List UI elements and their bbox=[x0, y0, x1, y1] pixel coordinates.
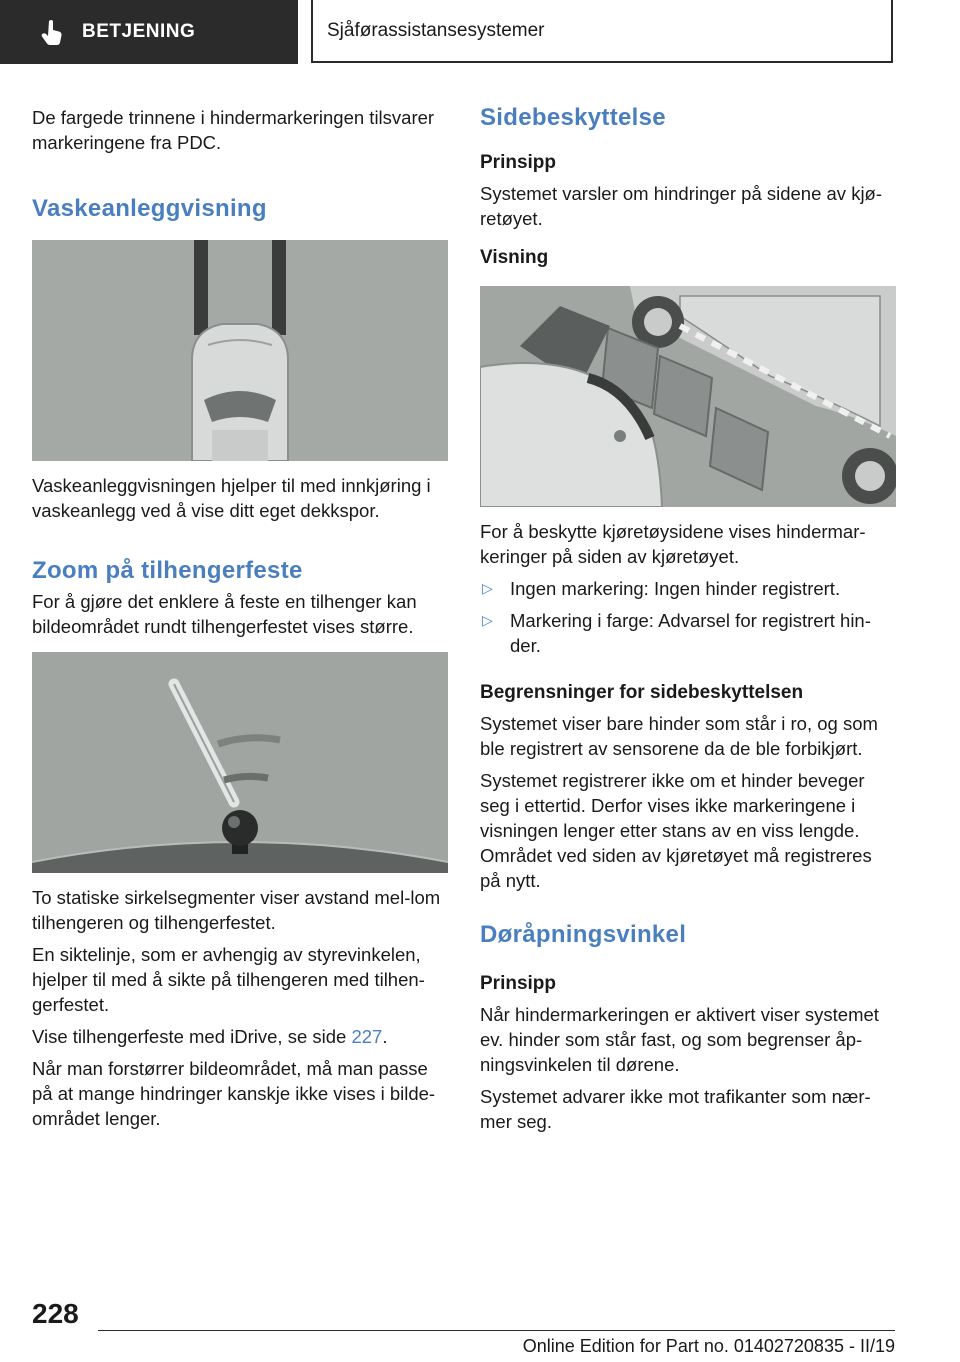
circle-segments-paragraph: To statiske sirkelsegmenter viser avstand mel-lom tilhengeren og tilhengerfestet. bbox=[32, 887, 441, 933]
idrive-text: Vise tilhengerfeste med iDrive, se side bbox=[32, 1026, 352, 1047]
principle-paragraph: Systemet varsler om hindringer på sidene av kjø-retøyet. bbox=[480, 183, 883, 229]
page-link[interactable]: 227 bbox=[351, 1026, 383, 1047]
heading-door-angle: Døråpningsvinkel bbox=[480, 921, 687, 948]
section-header bbox=[311, 0, 893, 63]
zoom-paragraph: For å gjøre det enklere å feste en tilhenger kan bildeområdet rundt tilhengerfestet vises større. bbox=[32, 591, 417, 637]
idrive-suffix: . bbox=[382, 1026, 388, 1047]
zoom-warning-paragraph: Når man forstørrer bildeområdet, må man passe på at mange hindringer kanskje ikke vises i bilde-området lenger. bbox=[32, 1058, 436, 1129]
edition-text: Online Edition for Part no. 01402720835 - II/19 bbox=[522, 1336, 895, 1356]
trailer-hitch-zoom-image bbox=[32, 652, 448, 873]
left-column bbox=[32, 100, 448, 1131]
wash-paragraph: Vaskeanleggvisningen hjelper til med innkjøring i vaskeanlegg ved å vise ditt eget dekkspor. bbox=[32, 475, 431, 521]
triangle-bullet-icon: ▷ bbox=[482, 580, 493, 596]
hand-pointer-icon bbox=[38, 17, 68, 47]
subheading-principle-2: Prinsipp bbox=[480, 973, 557, 994]
section-label: Sjåførassistansesystemer bbox=[327, 19, 545, 41]
intro-paragraph: De fargede trinnene i hindermarkeringen tilsvarer markeringene fra PDC. bbox=[32, 107, 435, 153]
page-number: 228 bbox=[32, 1298, 79, 1329]
door-paragraph-1: Når hindermarkeringen er aktivert viser systemet ev. hinder som står fast, og som begrenser åp-ningsvinkelen til dørene. bbox=[480, 1004, 879, 1075]
subheading-principle: Prinsipp bbox=[480, 152, 557, 173]
side-protection-image bbox=[480, 286, 896, 507]
heading-zoom: Zoom på tilhengerfeste bbox=[32, 557, 303, 584]
footer-divider bbox=[98, 1330, 895, 1331]
subheading-display: Visning bbox=[480, 247, 549, 268]
limits-paragraph-1: Systemet viser bare hinder som står i ro, og som ble registrert av sensorene da de ble forbikjørt. bbox=[480, 713, 878, 759]
right-column bbox=[480, 100, 896, 1134]
sight-line-paragraph: En siktelinje, som er avhengig av styrevinkelen, hjelper til med å sikte på tilhengeren med tilhen-gerfestet. bbox=[32, 944, 425, 1015]
subheading-limits: Begrensninger for sidebeskyttelsen bbox=[480, 682, 804, 703]
heading-wash: Vaskeanleggvisning bbox=[32, 195, 267, 222]
idrive-paragraph bbox=[32, 1024, 448, 1049]
heading-side-protection: Sidebeskyttelse bbox=[480, 104, 666, 131]
bullet-item bbox=[480, 576, 896, 601]
door-paragraph-2: Systemet advarer ikke mot trafikanter som nær-mer seg. bbox=[480, 1086, 871, 1132]
car-wash-view-image bbox=[32, 240, 448, 461]
triangle-bullet-icon: ▷ bbox=[482, 612, 493, 628]
chapter-tab[interactable] bbox=[0, 0, 298, 64]
display-paragraph: For å beskytte kjøretøysidene vises hindermar-keringer på siden av kjøretøyet. bbox=[480, 521, 866, 567]
limits-paragraph-2: Systemet registrerer ikke om et hinder beveger seg i ettertid. Derfor vises ikke markeringene i visningen lenger etter stans av en viss lengde. Området ved siden av kjøretøyet må registreres på nytt. bbox=[480, 770, 872, 891]
chapter-label: BETJENING bbox=[82, 21, 196, 42]
bullet-text: Markering i farge: Advarsel for registrert hin-der. bbox=[510, 610, 871, 656]
bullet-item bbox=[480, 608, 896, 658]
bullet-text: Ingen markering: Ingen hinder registrert. bbox=[510, 578, 841, 599]
